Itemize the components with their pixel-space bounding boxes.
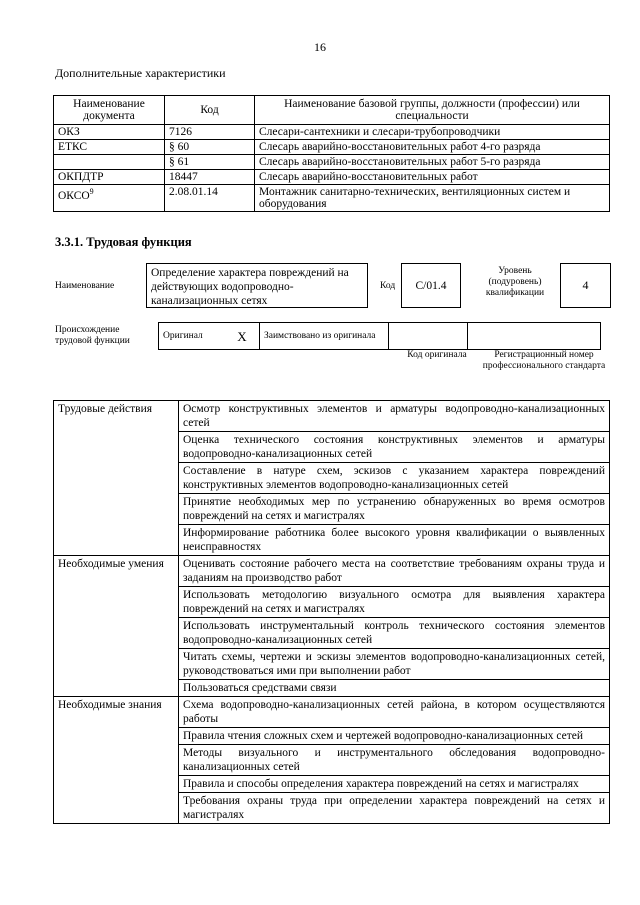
group-name-cell: Слесарь аварийно-восстановительных работ 5-го разряда [255,155,610,170]
origin-table [158,322,601,350]
document-cell [54,170,165,185]
code-cell: § 61 [165,155,255,170]
item-cell: Пользоваться средствами связи [179,680,610,697]
item-cell: Осмотр конструктивных элементов и арматуры водопроводно-канализационных сетей [179,401,610,432]
origin-code-cell [389,323,468,350]
item-cell: Требования охраны труда при определении характера повреждений на сетях и магистралях [179,793,610,824]
item-cell: Правила и способы определения характера повреждений на сетях и магистралях [179,776,610,793]
item-cell: Схема водопроводно-канализационных сетей района, в котором осуществляются работы [179,697,610,728]
document-name: ОКПДТР [58,171,104,183]
footnote-mark: 9 [89,187,94,196]
table-row [54,125,610,140]
document-name: ОКСО [58,189,90,202]
group-name-cell: Монтажник санитарно-технических, вентиляционных систем и оборудования [255,185,610,212]
document-cell [54,140,165,155]
table-row [54,401,610,432]
column-header-code: Код [165,96,255,125]
code-cell: 18447 [165,170,255,185]
function-code-value: C/01.4 [401,263,461,308]
document-name: ЕТКС [58,141,88,153]
item-cell: Использовать методологию визуального осмотра для выявления характера повреждений на сетях и магистралях [179,587,610,618]
table-row [54,185,610,212]
column-header-document: Наименование документа [54,96,165,125]
function-name-value: Определение характера повреждений на действующих водопроводно-канализационных сетях [146,263,368,308]
document-cell [54,155,165,170]
item-cell: Составление в натуре схем, эскизов с указанием характера повреждений конструктивных элементов водопроводно-канализационных сетей [179,463,610,494]
qualification-level-label: Уровень (подуровень) квалификации [485,266,545,298]
group-name-cell: Слесарь аварийно-восстановительных работ [255,170,610,185]
group-name-cell: Слесарь аварийно-восстановительных работ 4-го разряда [255,140,610,155]
document-cell [54,125,165,140]
document-name: ОКЗ [58,126,80,138]
table-row [54,556,610,587]
table-row [54,140,610,155]
code-label: Код [380,281,396,291]
borrowed-label: Заимствовано из оригинала [260,323,389,350]
original-mark: X [225,323,260,350]
name-label: Наименование [55,281,115,291]
item-cell: Принятие необходимых мер по устранению обнаруженных во время осмотров повреждений на сетях и магистралях [179,494,610,525]
item-cell: Информирование работника более высокого уровня квалификации о выявленных неисправностях [179,525,610,556]
table-row [54,155,610,170]
origin-code-caption: Код оригинала [407,350,467,360]
item-cell: Оценка технического состояния конструктивных элементов и арматуры водопроводно-канализационных сетей [179,432,610,463]
group-name-cell: Слесари-сантехники и слесари-трубопроводчики [255,125,610,140]
extra-characteristics-title: Дополнительные характеристики [55,66,226,80]
reg-number-caption: Регистрационный номер профессионального стандарта [482,350,606,371]
code-cell: 7126 [165,125,255,140]
table-row [54,170,610,185]
original-label: Оригинал [159,323,226,350]
code-cell: 2.08.01.14 [165,185,255,212]
table-row [54,697,610,728]
code-cell: § 60 [165,140,255,155]
work-table [53,400,610,824]
column-header-group-name: Наименование базовой группы, должности (профессии) или специальности [255,96,610,125]
category-cell: Необходимые умения [54,556,179,697]
item-cell: Оценивать состояние рабочего места на соответствие требованиям охраны труда и заданиям на производство работ [179,556,610,587]
document-cell [54,185,165,212]
reg-number-cell [468,323,601,350]
labor-function-heading: 3.3.1. Трудовая функция [55,235,192,249]
origin-label: Происхождение трудовой функции [55,325,130,346]
page-number: 16 [314,40,326,54]
category-cell: Трудовые действия [54,401,179,556]
extra-characteristics-table [53,95,610,212]
extra-table-header-row [54,96,610,125]
item-cell: Использовать инструментальный контроль технического состояния элементов водопроводно-канализационных сетей [179,618,610,649]
qualification-level-value: 4 [560,263,611,308]
item-cell: Методы визуального и инструментального обследования водопроводно-канализационных сетей [179,745,610,776]
category-cell: Необходимые знания [54,697,179,824]
item-cell: Читать схемы, чертежи и эскизы элементов водопроводно-канализационных сетей, руководствоваться ими при выполнении работ [179,649,610,680]
item-cell: Правила чтения сложных схем и чертежей водопроводно-канализационных сетей [179,728,610,745]
